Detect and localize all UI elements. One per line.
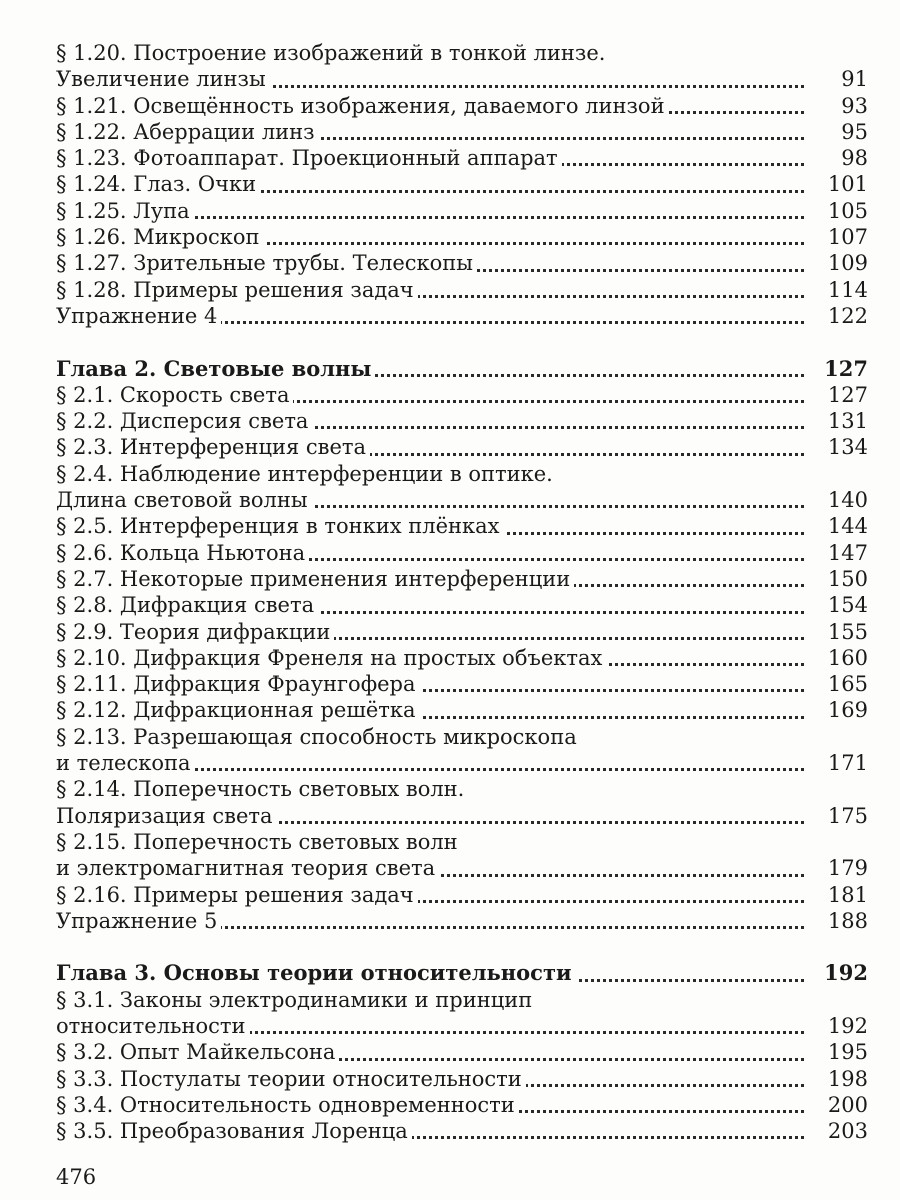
toc-entry-page: 101 bbox=[806, 171, 868, 197]
toc-entry-page: 188 bbox=[806, 908, 868, 934]
toc-entry-page: 107 bbox=[806, 224, 868, 250]
toc-entry bbox=[56, 1118, 868, 1144]
toc-entry bbox=[56, 697, 868, 723]
toc-entry-title: § 3.4. Относительность одновременности bbox=[56, 1093, 519, 1117]
toc-entry-title: § 1.24. Глаз. Очки bbox=[56, 172, 260, 196]
toc-entry-page: 192 bbox=[806, 960, 868, 986]
toc-entry-title: относительности bbox=[56, 1014, 250, 1038]
toc-entry bbox=[56, 408, 868, 434]
toc-entry-title: § 2.13. Разрешающая способность микроскопа bbox=[56, 725, 581, 749]
toc-entry bbox=[56, 1092, 868, 1118]
toc-entry-title: Увеличение линзы bbox=[56, 67, 270, 91]
toc-entry-page: 203 bbox=[806, 1118, 868, 1144]
toc-entry bbox=[56, 803, 868, 829]
toc-entry-page: 114 bbox=[806, 277, 868, 303]
toc-entry-title: § 1.22. Аберрации линз bbox=[56, 120, 319, 144]
toc-entry-title: § 1.25. Лупа bbox=[56, 199, 194, 223]
toc-entry bbox=[56, 619, 868, 645]
toc-entry-page: 134 bbox=[806, 434, 868, 460]
toc-entry-title: § 2.10. Дифракция Френеля на простых объектах bbox=[56, 646, 606, 670]
toc-entry bbox=[56, 487, 868, 513]
toc-entry-title: § 2.5. Интерференция в тонких плёнках bbox=[56, 514, 504, 538]
toc-entry bbox=[56, 908, 868, 934]
toc-entry bbox=[56, 303, 868, 329]
toc-entry-page: 181 bbox=[806, 882, 868, 908]
section-gap bbox=[56, 329, 868, 355]
toc-entry bbox=[56, 250, 868, 276]
toc-entry-page: 140 bbox=[806, 487, 868, 513]
toc-entry-title: § 2.2. Дисперсия света bbox=[56, 409, 312, 433]
toc-entry-page: 93 bbox=[806, 93, 868, 119]
toc-entry-title: § 1.21. Освещённость изображения, даваемого линзой bbox=[56, 94, 669, 118]
toc-entry-page: 169 bbox=[806, 697, 868, 723]
toc-entry bbox=[56, 513, 868, 539]
toc-chapter-heading bbox=[56, 960, 868, 986]
toc-entry-title: и телескопа bbox=[56, 751, 195, 775]
toc-entry-page: 98 bbox=[806, 145, 868, 171]
toc-entry-title: Упражнение 4 bbox=[56, 304, 221, 328]
toc-entry-page: 165 bbox=[806, 671, 868, 697]
toc-entry-title: § 2.11. Дифракция Фраунгофера bbox=[56, 672, 420, 696]
toc-entry bbox=[56, 1066, 868, 1092]
toc-entry-title: § 3.3. Постулаты теории относительности bbox=[56, 1067, 526, 1091]
toc-entry-page: 95 bbox=[806, 119, 868, 145]
toc-entry-title: § 3.2. Опыт Майкельсона bbox=[56, 1040, 339, 1064]
toc-entry-page: 150 bbox=[806, 566, 868, 592]
toc-entry-page: 192 bbox=[806, 1013, 868, 1039]
toc-entry bbox=[56, 277, 868, 303]
toc-entry-title: § 3.1. Законы электродинамики и принцип bbox=[56, 988, 536, 1012]
toc-entry bbox=[56, 224, 868, 250]
toc-entry bbox=[56, 829, 868, 855]
toc-entry bbox=[56, 987, 868, 1013]
toc-entry-page: 147 bbox=[806, 540, 868, 566]
toc-entry-page: 131 bbox=[806, 408, 868, 434]
toc-entry-page: 109 bbox=[806, 250, 868, 276]
toc-entry-title: § 2.16. Примеры решения задач bbox=[56, 883, 418, 907]
toc-entry-title: Длина световой волны bbox=[56, 488, 312, 512]
toc-entry bbox=[56, 461, 868, 487]
toc-entry bbox=[56, 671, 868, 697]
toc-entry-page: 154 bbox=[806, 592, 868, 618]
toc-entry bbox=[56, 724, 868, 750]
toc-entry-page: 105 bbox=[806, 198, 868, 224]
toc-entry bbox=[56, 66, 868, 92]
toc-entry-title: § 2.1. Скорость света bbox=[56, 383, 293, 407]
table-of-contents bbox=[56, 40, 868, 1144]
toc-entry-page: 179 bbox=[806, 855, 868, 881]
toc-entry-title: Поляризация света bbox=[56, 804, 277, 828]
toc-entry bbox=[56, 882, 868, 908]
toc-entry-title: Упражнение 5 bbox=[56, 909, 221, 933]
toc-entry-title: § 2.8. Дифракция света bbox=[56, 593, 318, 617]
page-number: 476 bbox=[56, 1165, 97, 1189]
toc-entry-page: 127 bbox=[806, 382, 868, 408]
toc-entry-title: § 2.6. Кольца Ньютона bbox=[56, 541, 309, 565]
toc-entry bbox=[56, 119, 868, 145]
toc-entry-title: § 2.14. Поперечность световых волн. bbox=[56, 777, 468, 801]
toc-entry-page: 155 bbox=[806, 619, 868, 645]
toc-entry-title: § 2.15. Поперечность световых волн bbox=[56, 830, 462, 854]
toc-entry-title: § 1.28. Примеры решения задач bbox=[56, 278, 418, 302]
toc-entry-title: § 1.26. Микроскоп bbox=[56, 225, 264, 249]
toc-entry bbox=[56, 1039, 868, 1065]
toc-entry-title: Глава 3. Основы теории относительности bbox=[56, 960, 576, 985]
toc-entry-title: § 1.20. Построение изображений в тонкой линзе. bbox=[56, 41, 609, 65]
toc-entry-title: § 1.23. Фотоаппарат. Проекционный аппарат bbox=[56, 146, 562, 170]
toc-entry bbox=[56, 171, 868, 197]
toc-entry-page: 144 bbox=[806, 513, 868, 539]
toc-entry-page: 127 bbox=[806, 356, 868, 382]
toc-entry bbox=[56, 645, 868, 671]
toc-entry bbox=[56, 382, 868, 408]
toc-entry-page: 91 bbox=[806, 66, 868, 92]
toc-entry bbox=[56, 434, 868, 460]
toc-entry bbox=[56, 750, 868, 776]
toc-entry-page: 171 bbox=[806, 750, 868, 776]
toc-entry bbox=[56, 566, 868, 592]
toc-entry bbox=[56, 776, 868, 802]
toc-entry bbox=[56, 540, 868, 566]
toc-entry-page: 175 bbox=[806, 803, 868, 829]
toc-entry bbox=[56, 40, 868, 66]
toc-entry-title: § 2.9. Теория дифракции bbox=[56, 620, 334, 644]
toc-entry-title: § 2.3. Интерференция света bbox=[56, 435, 370, 459]
toc-entry bbox=[56, 93, 868, 119]
toc-entry-page: 122 bbox=[806, 303, 868, 329]
toc-entry bbox=[56, 855, 868, 881]
toc-entry-title: Глава 2. Световые волны bbox=[56, 356, 375, 381]
toc-chapter-heading bbox=[56, 356, 868, 382]
toc-entry bbox=[56, 592, 868, 618]
toc-entry-page: 195 bbox=[806, 1039, 868, 1065]
toc-entry bbox=[56, 198, 868, 224]
toc-entry-page: 200 bbox=[806, 1092, 868, 1118]
toc-entry-title: и электромагнитная теория света bbox=[56, 856, 439, 880]
toc-entry-title: § 2.7. Некоторые применения интерференции bbox=[56, 567, 574, 591]
toc-entry-page: 198 bbox=[806, 1066, 868, 1092]
toc-entry bbox=[56, 1013, 868, 1039]
toc-entry-title: § 2.12. Дифракционная решётка bbox=[56, 698, 420, 722]
toc-entry-title: § 1.27. Зрительные трубы. Телескопы bbox=[56, 251, 477, 275]
toc-entry-title: § 3.5. Преобразования Лоренца bbox=[56, 1119, 412, 1143]
toc-entry-page: 160 bbox=[806, 645, 868, 671]
section-gap bbox=[56, 934, 868, 960]
toc-entry-title: § 2.4. Наблюдение интерференции в оптике. bbox=[56, 462, 557, 486]
toc-entry bbox=[56, 145, 868, 171]
